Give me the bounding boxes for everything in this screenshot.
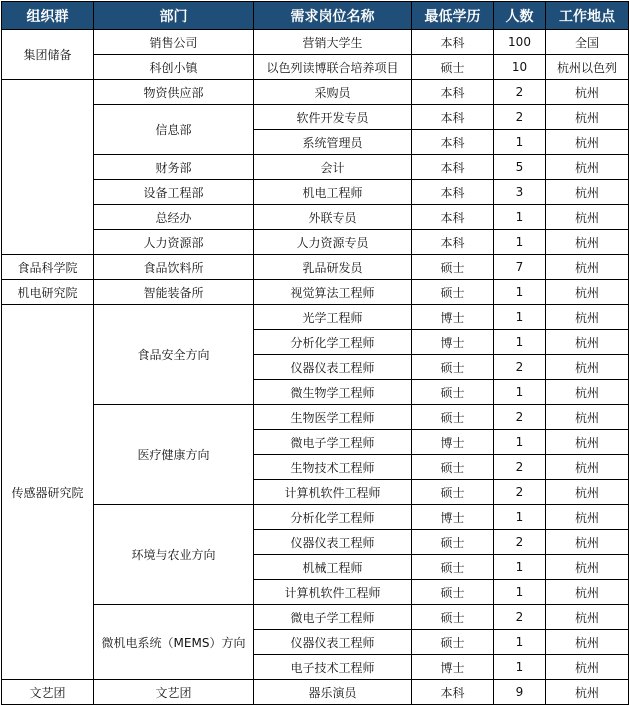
headcount-cell: 2 (494, 355, 546, 380)
dept-cell: 文艺团 (94, 680, 254, 705)
position-cell: 器乐演员 (254, 680, 412, 705)
header-education: 最低学历 (412, 2, 494, 30)
table-row (2, 305, 629, 330)
dept-cell: 环境与农业方向 (94, 505, 254, 605)
education-cell: 本科 (412, 105, 494, 130)
education-cell: 本科 (412, 230, 494, 255)
headcount-cell: 1 (494, 205, 546, 230)
headcount-cell: 1 (494, 305, 546, 330)
location-cell: 杭州 (546, 455, 629, 480)
location-cell: 杭州 (546, 655, 629, 680)
table-row (2, 30, 629, 55)
headcount-cell: 10 (494, 55, 546, 80)
group-cell: 食品科学院 (2, 255, 94, 280)
dept-cell: 微机电系统（MEMS）方向 (94, 605, 254, 680)
position-cell: 分析化学工程师 (254, 505, 412, 530)
education-cell: 本科 (412, 80, 494, 105)
header-department: 部门 (94, 2, 254, 30)
education-cell: 博士 (412, 330, 494, 355)
location-cell: 杭州 (546, 105, 629, 130)
dept-cell: 物资供应部 (94, 80, 254, 105)
location-cell: 杭州 (546, 305, 629, 330)
position-cell: 采购员 (254, 80, 412, 105)
education-cell: 硕士 (412, 255, 494, 280)
education-cell: 博士 (412, 505, 494, 530)
location-cell: 杭州 (546, 155, 629, 180)
table-row (2, 205, 629, 230)
group-cell: 集团储备 (2, 30, 94, 80)
location-cell: 杭州 (546, 230, 629, 255)
location-cell: 全国 (546, 30, 629, 55)
position-cell: 系统管理员 (254, 130, 412, 155)
table-row (2, 55, 629, 80)
headcount-cell: 1 (494, 130, 546, 155)
location-cell: 杭州 (546, 580, 629, 605)
table-row (2, 505, 629, 530)
position-cell: 生物技术工程师 (254, 455, 412, 480)
headcount-cell: 3 (494, 180, 546, 205)
location-cell: 杭州 (546, 480, 629, 505)
table-row (2, 280, 629, 305)
headcount-cell: 1 (494, 430, 546, 455)
dept-cell: 人力资源部 (94, 230, 254, 255)
location-cell: 杭州 (546, 180, 629, 205)
dept-cell: 财务部 (94, 155, 254, 180)
headcount-cell: 1 (494, 655, 546, 680)
table-row (2, 105, 629, 130)
position-cell: 生物医学工程师 (254, 405, 412, 430)
recruitment-table (1, 1, 629, 705)
header-row (2, 2, 629, 30)
dept-cell: 设备工程部 (94, 180, 254, 205)
headcount-cell: 1 (494, 580, 546, 605)
headcount-cell: 1 (494, 280, 546, 305)
position-cell: 微电子学工程师 (254, 605, 412, 630)
table-row (2, 605, 629, 630)
group-cell: 文艺团 (2, 680, 94, 705)
position-cell: 软件开发专员 (254, 105, 412, 130)
location-cell: 杭州 (546, 380, 629, 405)
group-cell: 传感器研究院 (2, 305, 94, 680)
table-row (2, 155, 629, 180)
location-cell: 杭州 (546, 630, 629, 655)
location-cell: 杭州 (546, 255, 629, 280)
dept-cell: 食品饮料所 (94, 255, 254, 280)
location-cell: 杭州以色列 (546, 55, 629, 80)
table-row (2, 680, 629, 705)
position-cell: 人力资源专员 (254, 230, 412, 255)
location-cell: 杭州 (546, 130, 629, 155)
location-cell: 杭州 (546, 330, 629, 355)
headcount-cell: 2 (494, 605, 546, 630)
position-cell: 仪器仪表工程师 (254, 530, 412, 555)
education-cell: 本科 (412, 180, 494, 205)
position-cell: 微生物学工程师 (254, 380, 412, 405)
headcount-cell: 1 (494, 630, 546, 655)
education-cell: 硕士 (412, 280, 494, 305)
headcount-cell: 2 (494, 530, 546, 555)
position-cell: 机械工程师 (254, 555, 412, 580)
headcount-cell: 100 (494, 30, 546, 55)
position-cell: 仪器仪表工程师 (254, 355, 412, 380)
dept-cell: 医疗健康方向 (94, 405, 254, 505)
headcount-cell: 1 (494, 230, 546, 255)
location-cell: 杭州 (546, 280, 629, 305)
headcount-cell: 2 (494, 105, 546, 130)
position-cell: 机电工程师 (254, 180, 412, 205)
education-cell: 硕士 (412, 455, 494, 480)
location-cell: 杭州 (546, 205, 629, 230)
headcount-cell: 9 (494, 680, 546, 705)
headcount-cell: 1 (494, 555, 546, 580)
dept-cell: 销售公司 (94, 30, 254, 55)
education-cell: 本科 (412, 30, 494, 55)
location-cell: 杭州 (546, 605, 629, 630)
table-row (2, 180, 629, 205)
header-org-group: 组织群 (2, 2, 94, 30)
headcount-cell: 2 (494, 480, 546, 505)
location-cell: 杭州 (546, 80, 629, 105)
education-cell: 本科 (412, 155, 494, 180)
position-cell: 分析化学工程师 (254, 330, 412, 355)
location-cell: 杭州 (546, 555, 629, 580)
location-cell: 杭州 (546, 680, 629, 705)
position-cell: 光学工程师 (254, 305, 412, 330)
position-cell: 视觉算法工程师 (254, 280, 412, 305)
education-cell: 硕士 (412, 355, 494, 380)
position-cell: 电子技术工程师 (254, 655, 412, 680)
education-cell: 博士 (412, 430, 494, 455)
location-cell: 杭州 (546, 505, 629, 530)
location-cell: 杭州 (546, 430, 629, 455)
dept-cell: 科创小镇 (94, 55, 254, 80)
dept-cell: 信息部 (94, 105, 254, 155)
education-cell: 本科 (412, 130, 494, 155)
header-location: 工作地点 (546, 2, 629, 30)
dept-cell: 智能装备所 (94, 280, 254, 305)
headcount-cell: 1 (494, 330, 546, 355)
location-cell: 杭州 (546, 405, 629, 430)
position-cell: 乳品研发员 (254, 255, 412, 280)
table-row (2, 80, 629, 105)
headcount-cell: 1 (494, 380, 546, 405)
location-cell: 杭州 (546, 530, 629, 555)
header-position: 需求岗位名称 (254, 2, 412, 30)
education-cell: 硕士 (412, 405, 494, 430)
education-cell: 本科 (412, 205, 494, 230)
headcount-cell: 7 (494, 255, 546, 280)
position-cell: 以色列读博联合培养项目 (254, 55, 412, 80)
table-row (2, 230, 629, 255)
headcount-cell: 5 (494, 155, 546, 180)
education-cell: 硕士 (412, 630, 494, 655)
education-cell: 博士 (412, 655, 494, 680)
group-cell (2, 80, 94, 255)
position-cell: 外联专员 (254, 205, 412, 230)
headcount-cell: 1 (494, 505, 546, 530)
position-cell: 仪器仪表工程师 (254, 630, 412, 655)
headcount-cell: 2 (494, 80, 546, 105)
education-cell: 硕士 (412, 380, 494, 405)
education-cell: 硕士 (412, 480, 494, 505)
position-cell: 微电子学工程师 (254, 430, 412, 455)
headcount-cell: 2 (494, 455, 546, 480)
location-cell: 杭州 (546, 355, 629, 380)
headcount-cell: 2 (494, 405, 546, 430)
position-cell: 计算机软件工程师 (254, 580, 412, 605)
education-cell: 硕士 (412, 55, 494, 80)
education-cell: 本科 (412, 680, 494, 705)
education-cell: 硕士 (412, 580, 494, 605)
education-cell: 硕士 (412, 530, 494, 555)
header-headcount: 人数 (494, 2, 546, 30)
education-cell: 博士 (412, 305, 494, 330)
position-cell: 营销大学生 (254, 30, 412, 55)
education-cell: 硕士 (412, 605, 494, 630)
table-row (2, 255, 629, 280)
dept-cell: 食品安全方向 (94, 305, 254, 405)
group-cell: 机电研究院 (2, 280, 94, 305)
table-row (2, 405, 629, 430)
education-cell: 硕士 (412, 555, 494, 580)
dept-cell: 总经办 (94, 205, 254, 230)
position-cell: 会计 (254, 155, 412, 180)
position-cell: 计算机软件工程师 (254, 480, 412, 505)
